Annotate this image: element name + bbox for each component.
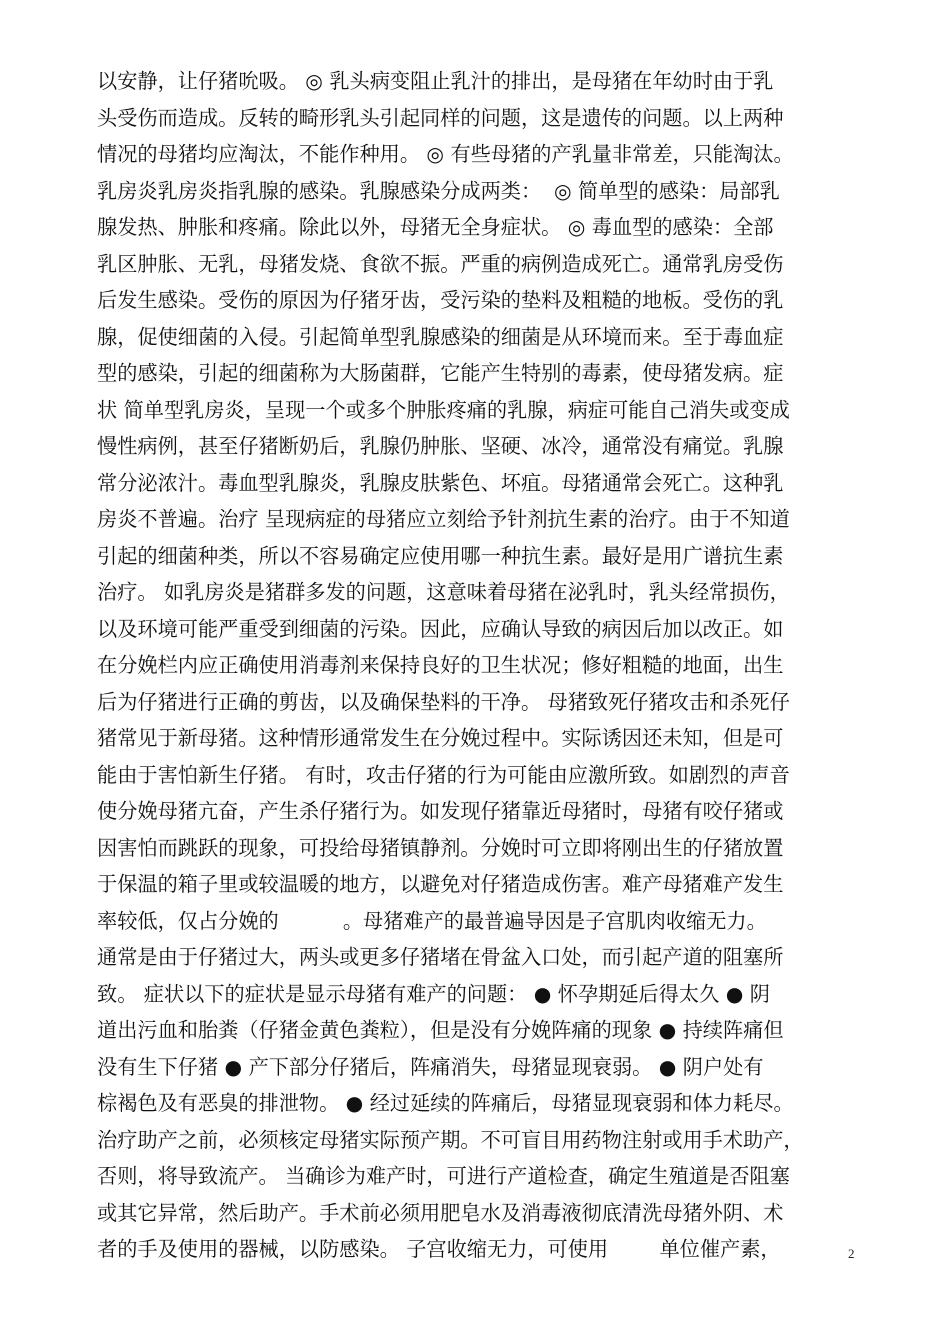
text-line: 乳房炎乳房炎指乳腺的感染。乳腺感染分成两类： ◎ 简单型的感染：局部乳 bbox=[97, 178, 780, 203]
text-line: 于保温的箱子里或较温暖的地方，以避免对仔猪造成伤害。难产母猪难产发生 bbox=[97, 872, 784, 896]
text-line: 能由于害怕新生仔猪。 有时，攻击仔猪的行为可能由应激所致。如剧烈的声音 bbox=[97, 762, 790, 787]
text-line: 状 简单型乳房炎，呈现一个或多个肿胀疼痛的乳腺，病症可能自己消失或变成 bbox=[97, 397, 790, 422]
text-line: 否则，将导致流产。 当确诊为难产时，可进行产道检查，确定生殖道是否阻塞 bbox=[97, 1164, 790, 1188]
text-line: 以安静，让仔猪吮吸。 ◎ 乳头病变阻止乳汁的排出，是母猪在年幼时由于乳 bbox=[97, 69, 774, 93]
text-line: 猪常见于新母猪。这种情形通常发生在分娩过程中。实际诱因还未知，但是可 bbox=[97, 726, 784, 750]
text-line: 头受伤而造成。反转的畸形乳头引起同样的问题，这是遗传的问题。以上两种 bbox=[97, 105, 784, 130]
text-line: 乳区肿胀、无乳，母猪发烧、食欲不振。严重的病例造成死亡。通常乳房受伤 bbox=[97, 251, 784, 276]
text-line: 型的感染，引起的细菌称为大肠菌群，它能产生特别的毒素，使母猪发病。症 bbox=[97, 361, 784, 385]
text-line: 常分泌浓汁。毒血型乳腺炎，乳腺皮肤紫色、坏疽。母猪通常会死亡。这种乳 bbox=[97, 470, 784, 495]
body-text bbox=[97, 63, 869, 1268]
text-line: 通常是由于仔猪过大，两头或更多仔猪堵在骨盆入口处，而引起产道的阻塞所 bbox=[97, 945, 784, 969]
page-number: 2 bbox=[848, 1246, 855, 1261]
text-line: 率较低，仅占分娩的 。母猪难产的最普遍导因是子宫肌肉收缩无力。 bbox=[97, 908, 767, 933]
text-line: 者的手及使用的器械，以防感染。 子宫收缩无力，可使用 单位催产素， bbox=[97, 1237, 781, 1261]
text-line: 使分娩母猪亢奋，产生杀仔猪行为。如发现仔猪靠近母猪时，母猪有咬仔猪或 bbox=[97, 799, 784, 823]
text-line: 以及环境可能严重受到细菌的污染。因此，应确认导致的病因后加以改正。如 bbox=[97, 616, 784, 641]
text-line: 没有生下仔猪 ● 产下部分仔猪后，阵痛消失，母猪显现衰弱。 ● 阴户处有 bbox=[97, 1054, 764, 1079]
text-line: 在分娩栏内应正确使用消毒剂来保持良好的卫生状况；修好粗糙的地面，出生 bbox=[97, 653, 784, 677]
text-line: 道出污血和胎粪（仔猪金黄色粪粒），但是没有分娩阵痛的现象 ● 持续阵痛但 bbox=[97, 1018, 784, 1042]
text-line: 腺发热、肿胀和疼痛。除此以外，母猪无全身症状。 ◎ 毒血型的感染：全部 bbox=[97, 215, 774, 239]
text-line: 慢性病例，甚至仔猪断奶后，乳腺仍肿胀、坚硬、冰冷，通常没有痛觉。乳腺 bbox=[97, 434, 784, 458]
text-line: 治疗助产之前，必须核定母猪实际预产期。不可盲目用药物注射或用手术助产， bbox=[97, 1127, 804, 1152]
text-line: 房炎不普遍。治疗 呈现病症的母猪应立刻给予针剂抗生素的治疗。由于不知道 bbox=[97, 507, 790, 531]
text-line: 致。 症状以下的症状是显示母猪有难产的问题： ● 怀孕期延后得太久 ● 阴 bbox=[97, 981, 770, 1006]
text-line: 情况的母猪均应淘汰，不能作种用。 ◎ 有些母猪的产乳量非常差，只能淘汰。 bbox=[97, 142, 794, 166]
text-line: 因害怕而跳跃的现象，可投给母猪镇静剂。分娩时可立即将刚出生的仔猪放置 bbox=[97, 835, 784, 860]
text-line: 后为仔猪进行正确的剪齿，以及确保垫料的干净。 母猪致死仔猪攻击和杀死仔 bbox=[97, 689, 790, 714]
text-line: 或其它异常，然后助产。手术前必须用肥皂水及消毒液彻底清洗母猪外阴、术 bbox=[97, 1200, 784, 1225]
text-line: 治疗。 如乳房炎是猪群多发的问题，这意味着母猪在泌乳时，乳头经常损伤， bbox=[97, 580, 790, 604]
text-line: 引起的细菌种类，所以不容易确定应使用哪一种抗生素。最好是用广谱抗生素 bbox=[97, 543, 784, 568]
text-line: 棕褐色及有恶臭的排泄物。 ● 经过延续的阵痛后，母猪显现衰弱和体力耗尽。 bbox=[97, 1091, 794, 1115]
text-line: 后发生感染。受伤的原因为仔猪牙齿，受污染的垫料及粗糙的地板。受伤的乳 bbox=[97, 288, 784, 312]
text-line: 腺，促使细菌的入侵。引起简单型乳腺感染的细菌是从环境而来。至于毒血症 bbox=[97, 324, 784, 349]
